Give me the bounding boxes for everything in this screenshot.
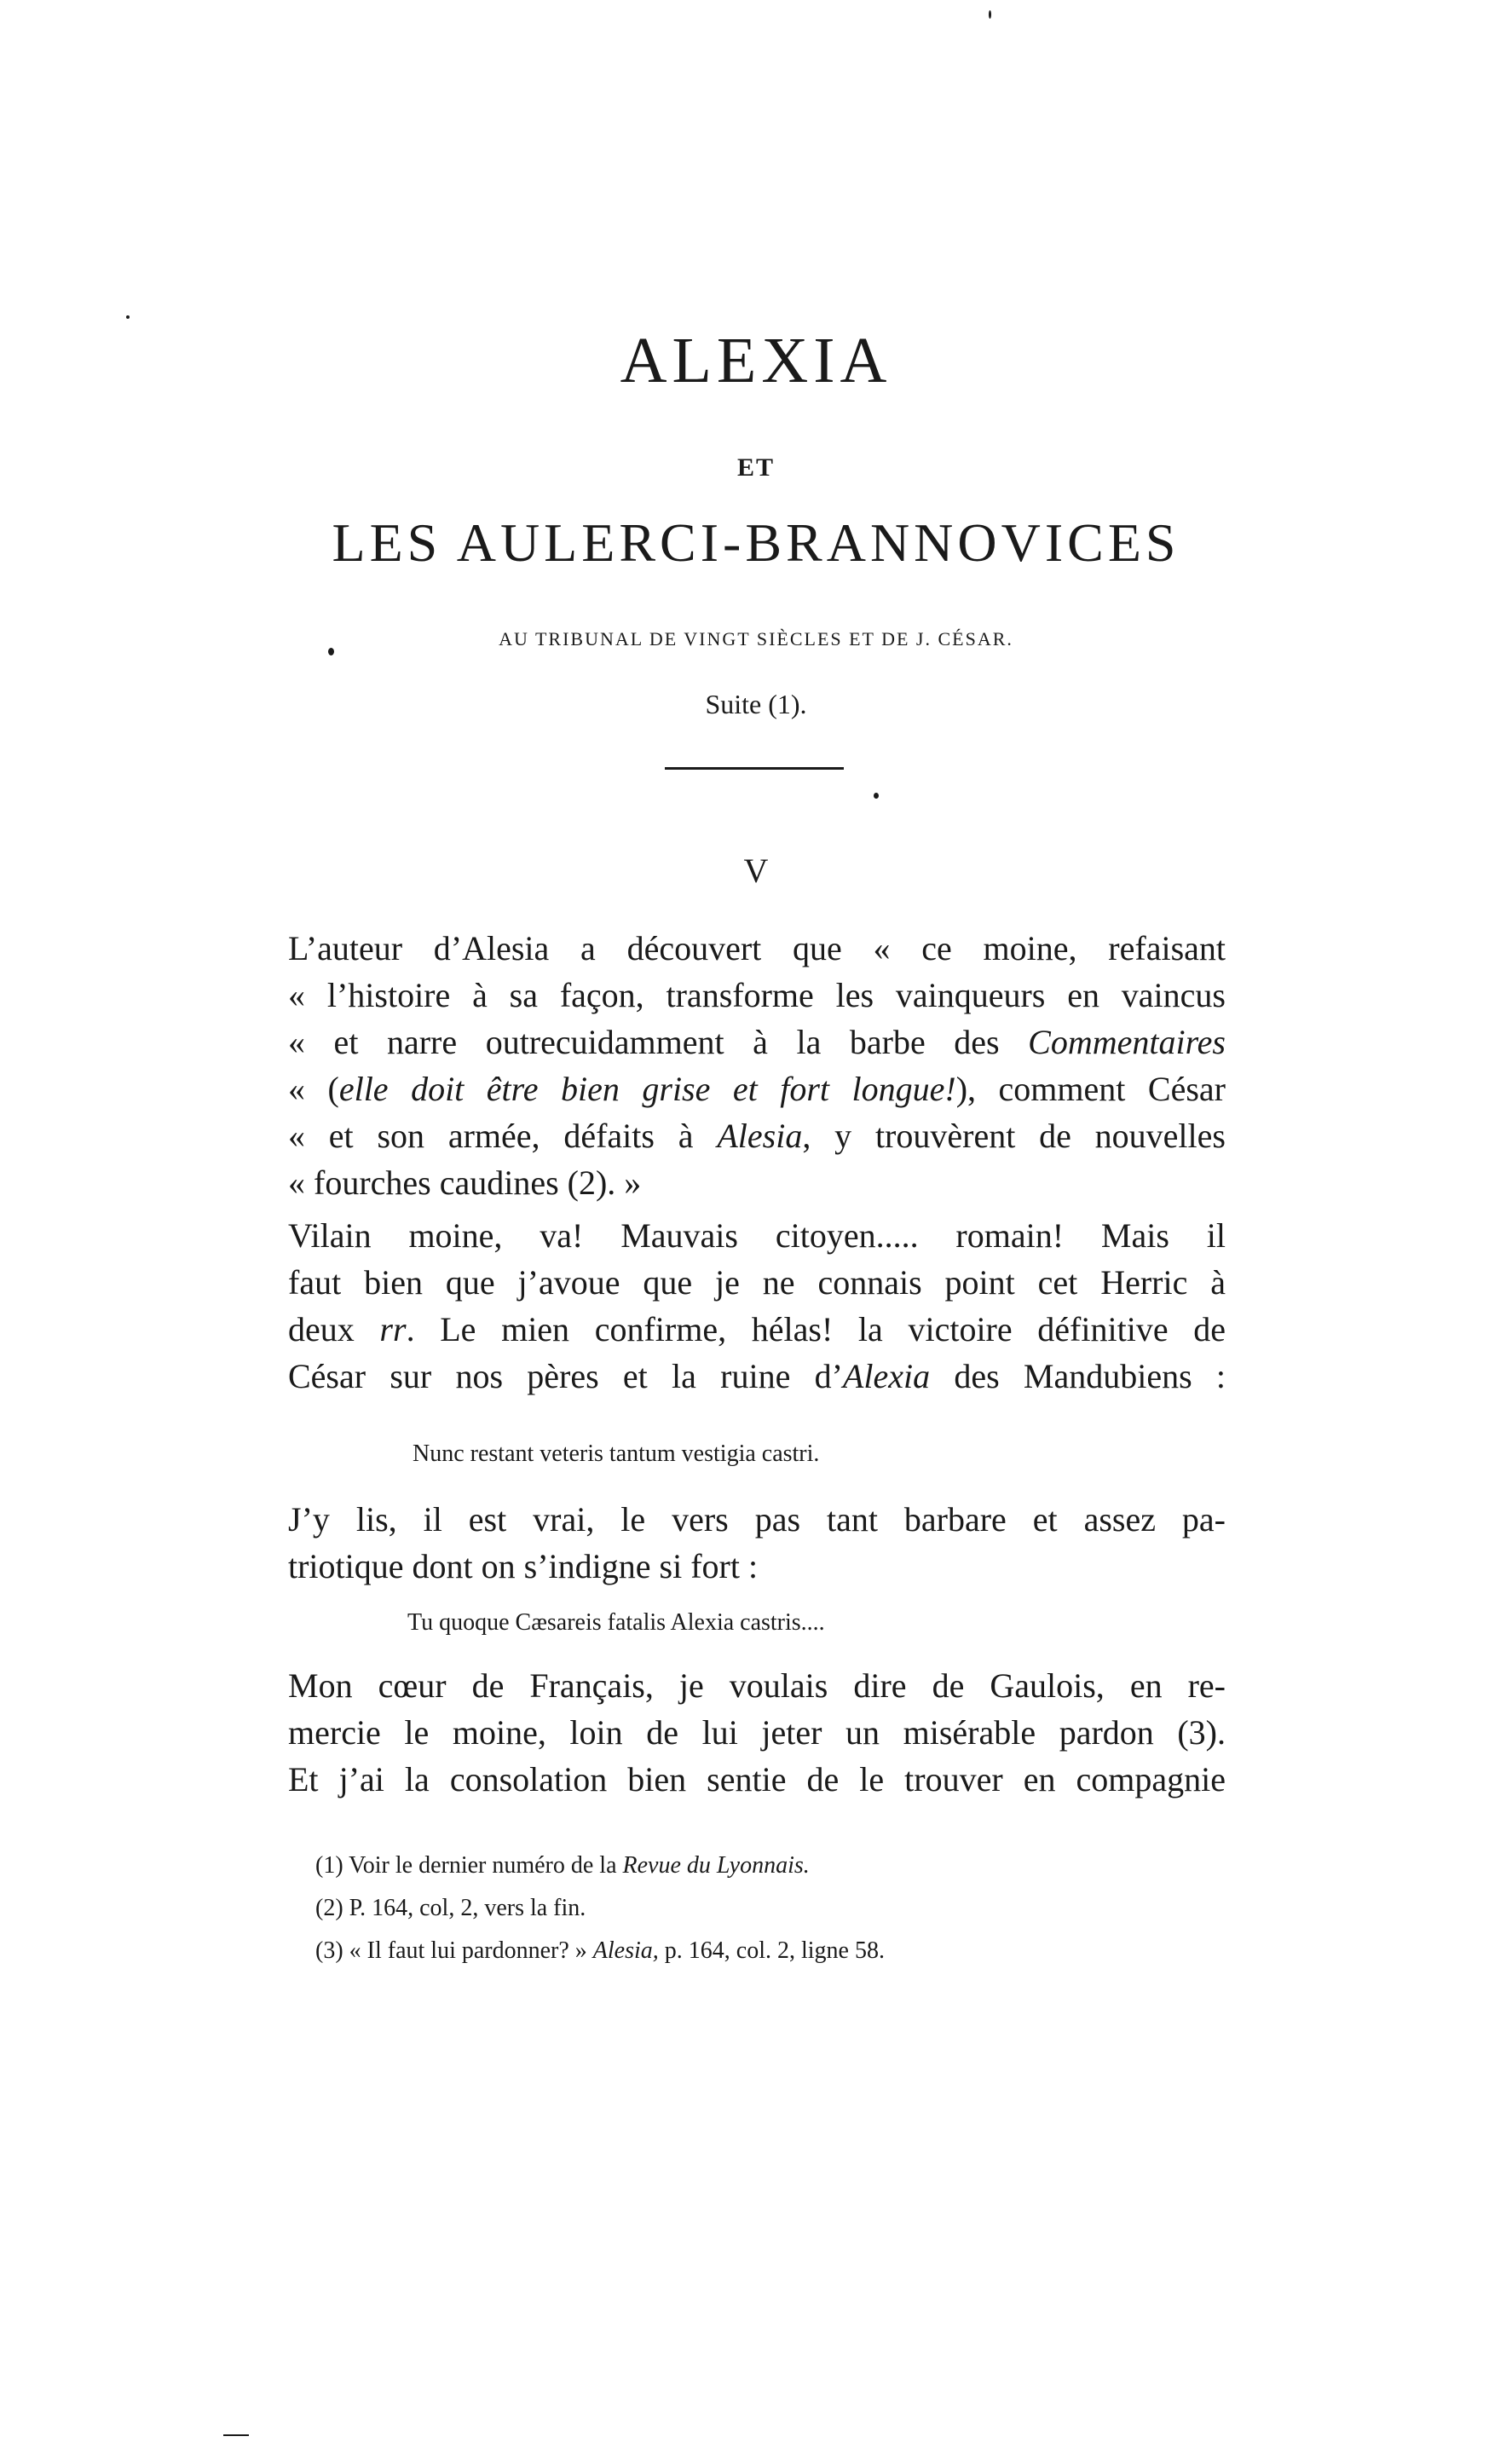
title-conjunction: ET <box>736 453 776 482</box>
paragraph-2-line-4 <box>288 1357 1226 1395</box>
scan-speck <box>328 648 334 655</box>
paragraph-1-line-3 <box>288 1025 1226 1059</box>
paragraph-2-line-2: faut bien que j’avoue que je ne connais point cet Herric à <box>288 1263 1226 1302</box>
verse-quotation-1: Nunc restant veteris tantum vestigia castri. <box>413 1441 820 1467</box>
paragraph-4-line-1: Mon cœur de Français, je voulais dire de Gaulois, en re- <box>288 1666 1226 1705</box>
text-run: deux <box>288 1310 380 1348</box>
paragraph-3-line-2: triotique dont on s’indigne si fort : <box>288 1547 759 1585</box>
title-rule-divider <box>665 767 844 770</box>
text-run: (1) Voir le dernier numéro de la <box>315 1852 623 1879</box>
text-run: (3) « Il faut lui pardonner? » <box>315 1937 593 1964</box>
text-run: des Mandubiens : <box>930 1357 1226 1395</box>
italic-run: Commentaires <box>1028 1023 1226 1061</box>
paragraph-1-line-2: « l’histoire à sa façon, transforme les vainqueurs en vaincus <box>288 976 1226 1014</box>
italic-run: Alesia <box>717 1117 803 1155</box>
scan-speck <box>874 793 879 799</box>
paragraph-1-line-5 <box>288 1119 1226 1153</box>
italic-run: Revue du Lyonnais. <box>622 1852 810 1879</box>
paragraph-3-line-1: J’y lis, il est vrai, le vers pas tant barbare et assez pa- <box>288 1500 1226 1539</box>
text-run: César sur nos pères et la ruine d’ <box>288 1357 843 1395</box>
italic-run: elle doit être bien grise et fort longue! <box>338 1070 956 1108</box>
scan-edge-mark <box>223 2434 249 2436</box>
paragraph-4-line-2: mercie le moine, loin de lui jeter un misérable pardon (3). <box>288 1713 1226 1752</box>
footnote-3 <box>315 1939 885 1963</box>
paragraph-1-line-6: « fourches caudines (2). » <box>288 1163 642 1202</box>
tribunal-line: AU TRIBUNAL DE VINGT SIÈCLES ET DE J. CÉSAR. <box>499 628 1013 650</box>
page-title: ALEXIA <box>620 325 892 396</box>
paragraph-4-line-3: Et j’ai la consolation bien sentie de le trouver en compagnie <box>288 1760 1226 1798</box>
paragraph-1-line-4 <box>288 1072 1226 1106</box>
italic-run: Alexia <box>842 1357 931 1395</box>
italic-run: rr <box>379 1310 407 1348</box>
section-number: V <box>743 852 769 890</box>
scan-speck <box>989 10 991 19</box>
scan-speck <box>126 315 130 319</box>
text-run: p. 164, col. 2, ligne 58. <box>658 1937 885 1964</box>
text-run: « et son armée, défaits à <box>288 1117 718 1155</box>
text-run: . Le mien confirme, hélas! la victoire définitive de <box>406 1310 1226 1348</box>
verse-quotation-2: Tu quoque Cæsareis fatalis Alexia castris.... <box>407 1609 825 1636</box>
text-run: ), comment César <box>955 1070 1226 1108</box>
text-run: « et narre outrecuidamment à la barbe des <box>288 1023 1029 1061</box>
page-subtitle: LES AULERCI-BRANNOVICES <box>332 512 1180 573</box>
footnote-2: (2) P. 164, col, 2, vers la fin. <box>315 1895 586 1921</box>
footnote-1 <box>315 1854 810 1878</box>
suite-note: Suite (1). <box>705 689 807 719</box>
text-run: « ( <box>288 1070 339 1108</box>
paragraph-2-line-3 <box>288 1310 1226 1348</box>
italic-run: Alesia, <box>592 1937 659 1964</box>
text-run: , y trouvèrent de nouvelles <box>802 1117 1226 1155</box>
paragraph-2-line-1: Vilain moine, va! Mauvais citoyen..... romain! Mais il <box>288 1216 1226 1255</box>
paragraph-1-line-1: L’auteur d’Alesia a découvert que « ce moine, refaisant <box>288 929 1226 967</box>
